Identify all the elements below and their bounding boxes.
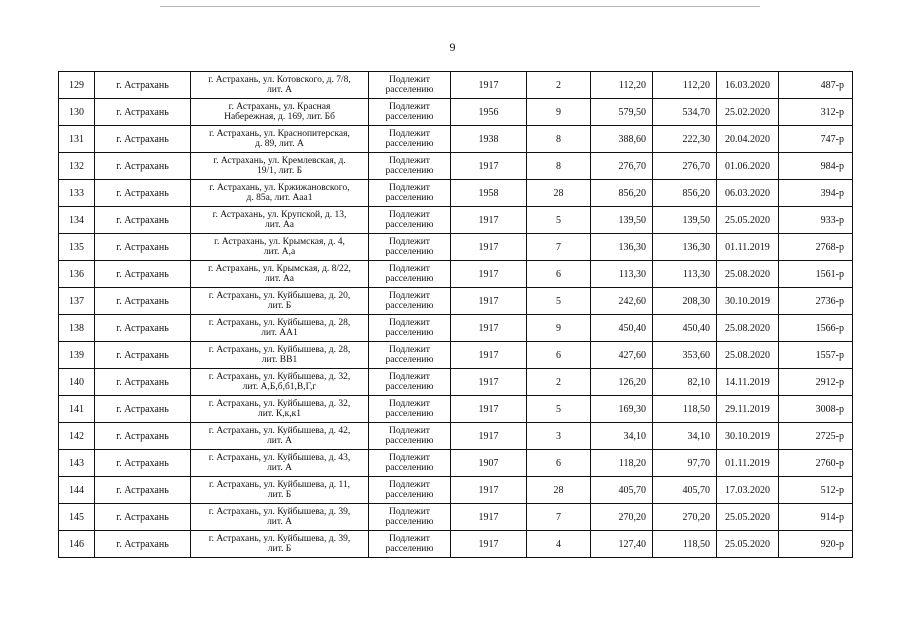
row-number: 130 [59,99,95,126]
status-cell [369,72,451,99]
area-total-cell: 126,20 [591,369,653,396]
decision-date-cell: 01.11.2019 [717,450,779,477]
address-cell [191,315,369,342]
year-cell: 1907 [451,450,527,477]
address-line-1: г. Астрахань, ул. Крымская, д. 8/22, [208,263,351,274]
page-number: 9 [449,40,456,54]
table-row [59,234,853,261]
table-row [59,504,853,531]
row-number: 132 [59,153,95,180]
table-row [59,99,853,126]
decision-date-cell: 30.10.2019 [717,423,779,450]
status-cell [369,315,451,342]
residents-count-cell: 8 [527,126,591,153]
table-row [59,72,853,99]
area-resettle-cell: 222,30 [653,126,717,153]
area-total-cell: 113,30 [591,261,653,288]
city-cell: г. Астрахань [95,126,191,153]
area-total-cell: 450,40 [591,315,653,342]
address-line-1: г. Астрахань, ул. Куйбышева, д. 39, [208,533,351,544]
residents-count-cell: 28 [527,180,591,207]
address-cell [191,99,369,126]
city-cell: г. Астрахань [95,477,191,504]
status-line-1: Подлежит [389,317,430,328]
row-number: 145 [59,504,95,531]
row-number: 143 [59,450,95,477]
status-line-2: расселению [385,85,434,95]
order-number-cell: 2760-р [779,450,853,477]
table-row [59,531,853,558]
year-cell: 1956 [451,99,527,126]
status-cell [369,423,451,450]
residents-count-cell: 6 [527,261,591,288]
address-line-1: г. Астрахань, ул. Кремлевская, д. [213,155,346,166]
status-line-1: Подлежит [389,479,430,490]
area-resettle-cell: 534,70 [653,99,717,126]
address-cell [191,180,369,207]
status-line-2: расселению [385,112,434,122]
table-row [59,396,853,423]
address-line-2: лит. А,Б,б,б1,В,Г,г [242,382,317,392]
status-line-1: Подлежит [389,74,430,85]
decision-date-cell: 25.02.2020 [717,99,779,126]
residents-count-cell: 6 [527,342,591,369]
residents-count-cell: 9 [527,315,591,342]
area-total-cell: 427,60 [591,342,653,369]
decision-date-cell: 25.05.2020 [717,207,779,234]
decision-date-cell: 14.11.2019 [717,369,779,396]
address-cell [191,396,369,423]
status-line-2: расселению [385,301,434,311]
address-cell [191,450,369,477]
area-resettle-cell: 112,20 [653,72,717,99]
table-row [59,315,853,342]
area-resettle-cell: 405,70 [653,477,717,504]
year-cell: 1917 [451,315,527,342]
status-line-1: Подлежит [389,344,430,355]
address-line-1: г. Астрахань, ул. Крупской, д. 13, [212,209,347,220]
row-number: 138 [59,315,95,342]
order-number-cell: 933-р [779,207,853,234]
address-cell [191,477,369,504]
address-cell [191,288,369,315]
year-cell: 1958 [451,180,527,207]
status-cell [369,288,451,315]
decision-date-cell: 17.03.2020 [717,477,779,504]
status-line-1: Подлежит [389,506,430,517]
address-line-1: г. Астрахань, ул. Кржижановского, [209,182,350,193]
city-cell: г. Астрахань [95,288,191,315]
decision-date-cell: 30.10.2019 [717,288,779,315]
table-row [59,261,853,288]
status-line-2: расселению [385,409,434,419]
table-row [59,126,853,153]
status-line-2: расселению [385,490,434,500]
area-total-cell: 270,20 [591,504,653,531]
address-cell [191,531,369,558]
year-cell: 1917 [451,504,527,531]
year-cell: 1917 [451,342,527,369]
row-number: 144 [59,477,95,504]
address-line-2: лит. А [267,436,292,446]
address-line-2: лит. К,к,к1 [257,409,302,419]
city-cell: г. Астрахань [95,153,191,180]
year-cell: 1917 [451,396,527,423]
address-line-1: г. Астрахань, ул. Куйбышева, д. 39, [208,506,351,517]
area-resettle-cell: 113,30 [653,261,717,288]
address-line-2: лит. Аа [265,220,294,230]
status-line-2: расселению [385,355,434,365]
residents-count-cell: 5 [527,396,591,423]
address-line-2: Набережная, д. 169, лит. Бб [224,112,335,122]
order-number-cell: 487-р [779,72,853,99]
year-cell: 1917 [451,207,527,234]
area-total-cell: 34,10 [591,423,653,450]
area-total-cell: 112,20 [591,72,653,99]
row-number: 139 [59,342,95,369]
table-row [59,180,853,207]
status-line-1: Подлежит [389,371,430,382]
top-divider [160,6,760,7]
status-line-2: расселению [385,544,434,554]
area-total-cell: 856,20 [591,180,653,207]
order-number-cell: 2725-р [779,423,853,450]
residents-count-cell: 6 [527,450,591,477]
city-cell: г. Астрахань [95,180,191,207]
residents-count-cell: 2 [527,72,591,99]
area-total-cell: 139,50 [591,207,653,234]
city-cell: г. Астрахань [95,342,191,369]
residents-count-cell: 28 [527,477,591,504]
area-resettle-cell: 276,70 [653,153,717,180]
status-cell [369,504,451,531]
order-number-cell: 512-р [779,477,853,504]
status-cell [369,207,451,234]
year-cell: 1917 [451,153,527,180]
status-line-1: Подлежит [389,425,430,436]
order-number-cell: 394-р [779,180,853,207]
table-row [59,342,853,369]
city-cell: г. Астрахань [95,315,191,342]
row-number: 140 [59,369,95,396]
address-cell [191,369,369,396]
year-cell: 1917 [451,531,527,558]
status-line-1: Подлежит [389,290,430,301]
area-resettle-cell: 97,70 [653,450,717,477]
city-cell: г. Астрахань [95,72,191,99]
status-cell [369,531,451,558]
residents-count-cell: 2 [527,369,591,396]
address-cell [191,234,369,261]
order-number-cell: 747-р [779,126,853,153]
status-line-1: Подлежит [389,236,430,247]
residents-count-cell: 7 [527,504,591,531]
row-number: 142 [59,423,95,450]
status-line-2: расселению [385,436,434,446]
decision-date-cell: 25.05.2020 [717,531,779,558]
order-number-cell: 1557-р [779,342,853,369]
area-total-cell: 169,30 [591,396,653,423]
address-cell [191,153,369,180]
city-cell: г. Астрахань [95,531,191,558]
status-line-2: расселению [385,139,434,149]
city-cell: г. Астрахань [95,396,191,423]
address-line-1: г. Астрахань, ул. Куйбышева, д. 42, [208,425,351,436]
area-total-cell: 136,30 [591,234,653,261]
area-resettle-cell: 136,30 [653,234,717,261]
area-total-cell: 118,20 [591,450,653,477]
status-line-1: Подлежит [389,398,430,409]
year-cell: 1917 [451,423,527,450]
area-resettle-cell: 118,50 [653,531,717,558]
decision-date-cell: 25.05.2020 [717,504,779,531]
status-line-2: расселению [385,328,434,338]
address-line-1: г. Астрахань, ул. Куйбышева, д. 28, [208,344,351,355]
city-cell: г. Астрахань [95,423,191,450]
residents-count-cell: 4 [527,531,591,558]
area-resettle-cell: 118,50 [653,396,717,423]
area-resettle-cell: 270,20 [653,504,717,531]
address-line-2: лит. А [267,85,292,95]
table-row [59,369,853,396]
decision-date-cell: 25.08.2020 [717,261,779,288]
area-resettle-cell: 353,60 [653,342,717,369]
status-line-2: расселению [385,517,434,527]
address-line-2: 19/1, лит. Б [256,166,303,176]
status-cell [369,342,451,369]
table-row [59,423,853,450]
status-line-1: Подлежит [389,128,430,139]
year-cell: 1917 [451,261,527,288]
status-line-1: Подлежит [389,155,430,166]
row-number: 133 [59,180,95,207]
city-cell: г. Астрахань [95,504,191,531]
row-number: 137 [59,288,95,315]
decision-date-cell: 06.03.2020 [717,180,779,207]
address-line-1: г. Астрахань, ул. Куйбышева, д. 28, [208,317,351,328]
address-line-2: д. 89, лит. А [255,139,304,149]
decision-date-cell: 01.11.2019 [717,234,779,261]
residents-count-cell: 5 [527,288,591,315]
address-cell [191,207,369,234]
area-total-cell: 405,70 [591,477,653,504]
table-row [59,450,853,477]
order-number-cell: 920-р [779,531,853,558]
city-cell: г. Астрахань [95,261,191,288]
area-resettle-cell: 450,40 [653,315,717,342]
address-cell [191,504,369,531]
row-number: 136 [59,261,95,288]
status-cell [369,180,451,207]
address-line-2: лит. АА1 [261,328,298,338]
decision-date-cell: 20.04.2020 [717,126,779,153]
address-line-2: лит. ВВ1 [261,355,298,365]
status-line-2: расселению [385,274,434,284]
year-cell: 1917 [451,288,527,315]
status-line-1: Подлежит [389,101,430,112]
area-total-cell: 388,60 [591,126,653,153]
address-cell [191,261,369,288]
status-line-1: Подлежит [389,209,430,220]
address-line-2: лит. Б [267,544,292,554]
row-number: 129 [59,72,95,99]
housing-register-table [58,71,853,558]
decision-date-cell: 25.08.2020 [717,342,779,369]
status-line-2: расселению [385,166,434,176]
address-line-1: г. Астрахань, ул. Крымская, д. 4, [214,236,345,247]
residents-count-cell: 8 [527,153,591,180]
address-cell [191,342,369,369]
city-cell: г. Астрахань [95,99,191,126]
address-line-2: лит. А [267,517,292,527]
residents-count-cell: 3 [527,423,591,450]
area-resettle-cell: 208,30 [653,288,717,315]
address-line-1: г. Астрахань, ул. Куйбышева, д. 20, [208,290,351,301]
decision-date-cell: 16.03.2020 [717,72,779,99]
decision-date-cell: 29.11.2019 [717,396,779,423]
row-number: 146 [59,531,95,558]
area-total-cell: 276,70 [591,153,653,180]
area-resettle-cell: 82,10 [653,369,717,396]
order-number-cell: 312-р [779,99,853,126]
order-number-cell: 984-р [779,153,853,180]
order-number-cell: 2736-р [779,288,853,315]
address-line-2: лит. А,а [263,247,296,257]
row-number: 135 [59,234,95,261]
order-number-cell: 2768-р [779,234,853,261]
status-line-1: Подлежит [389,182,430,193]
address-line-2: д. 85а, лит. Ааа1 [246,193,313,203]
status-cell [369,99,451,126]
order-number-cell: 3008-р [779,396,853,423]
year-cell: 1917 [451,369,527,396]
status-cell [369,450,451,477]
table-row [59,477,853,504]
address-line-2: лит. Б [267,490,292,500]
decision-date-cell: 01.06.2020 [717,153,779,180]
city-cell: г. Астрахань [95,234,191,261]
address-cell [191,423,369,450]
address-cell [191,72,369,99]
status-cell [369,369,451,396]
address-line-1: г. Астрахань, ул. Краснопитерская, [209,128,350,139]
status-cell [369,126,451,153]
area-total-cell: 242,60 [591,288,653,315]
row-number: 134 [59,207,95,234]
year-cell: 1917 [451,72,527,99]
decision-date-cell: 25.08.2020 [717,315,779,342]
status-line-2: расселению [385,193,434,203]
status-cell [369,261,451,288]
status-cell [369,234,451,261]
status-cell [369,153,451,180]
address-line-2: лит. Аа [265,274,294,284]
status-line-2: расселению [385,247,434,257]
area-resettle-cell: 139,50 [653,207,717,234]
status-line-1: Подлежит [389,533,430,544]
status-line-1: Подлежит [389,452,430,463]
status-line-2: расселению [385,463,434,473]
order-number-cell: 914-р [779,504,853,531]
address-line-1: г. Астрахань, ул. Куйбышева, д. 32, [208,398,351,409]
row-number: 131 [59,126,95,153]
year-cell: 1938 [451,126,527,153]
address-cell [191,126,369,153]
year-cell: 1917 [451,234,527,261]
address-line-1: г. Астрахань, ул. Котовского, д. 7/8, [208,74,351,85]
status-cell [369,477,451,504]
address-line-1: г. Астрахань, ул. Красная [228,101,331,112]
row-number: 141 [59,396,95,423]
table-row [59,153,853,180]
status-cell [369,396,451,423]
order-number-cell: 2912-р [779,369,853,396]
area-total-cell: 127,40 [591,531,653,558]
address-line-2: лит. Б [267,301,292,311]
order-number-cell: 1561-р [779,261,853,288]
address-line-1: г. Астрахань, ул. Куйбышева, д. 32, [208,371,351,382]
city-cell: г. Астрахань [95,450,191,477]
city-cell: г. Астрахань [95,369,191,396]
order-number-cell: 1566-р [779,315,853,342]
address-line-1: г. Астрахань, ул. Куйбышева, д. 43, [208,452,351,463]
status-line-2: расселению [385,220,434,230]
area-resettle-cell: 856,20 [653,180,717,207]
address-line-2: лит. А [267,463,292,473]
year-cell: 1917 [451,477,527,504]
status-line-2: расселению [385,382,434,392]
city-cell: г. Астрахань [95,207,191,234]
area-resettle-cell: 34,10 [653,423,717,450]
status-line-1: Подлежит [389,263,430,274]
area-total-cell: 579,50 [591,99,653,126]
table-row [59,207,853,234]
address-line-1: г. Астрахань, ул. Куйбышева, д. 11, [208,479,351,490]
residents-count-cell: 9 [527,99,591,126]
table-row [59,288,853,315]
residents-count-cell: 5 [527,207,591,234]
residents-count-cell: 7 [527,234,591,261]
